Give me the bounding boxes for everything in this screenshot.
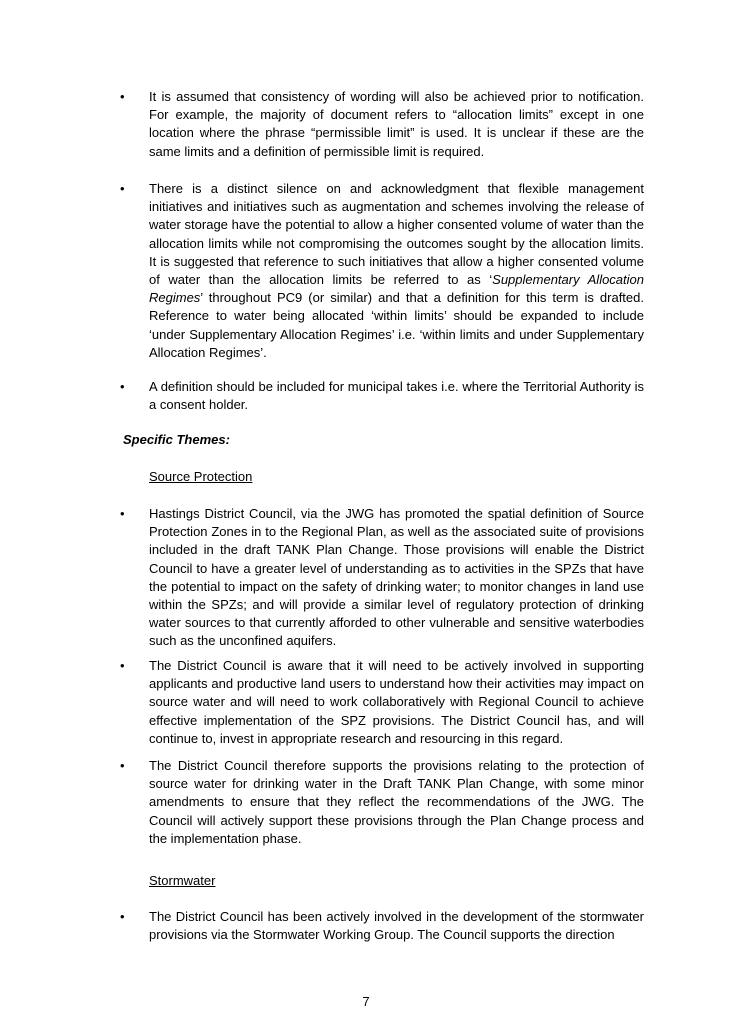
bullet-item xyxy=(120,657,644,748)
stormwater-heading: Stormwater xyxy=(149,873,216,888)
specific-themes-heading: Specific Themes: xyxy=(123,432,230,447)
paragraph-text: ’ throughout PC9 (or similar) and that a definition for this term is drafted. Reference to water being allocated ‘within limits’ should be expanded to include ‘under Supplementary Allocation Regimes’ i.e. ‘within limits and under Supplementary Allocation Regimes’. xyxy=(149,290,644,360)
paragraph-text: There is a distinct silence on and acknowledgment that flexible management initiatives and initiatives such as augmentation and schemes involving the release of water storage have the potential to allow a higher consented volume of water than the allocation limits while not compromising the outcomes sought by the allocation limits. It is suggested that reference to such initiatives that allow a higher consented volume of water than the allocation limits be referred to as ‘ xyxy=(149,181,644,288)
bullet-item xyxy=(120,505,644,651)
paragraph-consistency-wording: It is assumed that consistency of wording will also be achieved prior to notification. For example, the majority of document refers to “allocation limits” except in one location where the phrase “permissible limit” is used. It is unclear if these are the same limits and a definition of permissible limit is required. xyxy=(149,89,644,159)
italic-term: Supplementary Allocation Regimes xyxy=(149,272,644,306)
source-protection-heading: Source Protection xyxy=(149,469,253,484)
paragraph-council-supports: The District Council therefore supports the provisions relating to the protection of source water for drinking water in the Draft TANK Plan Change, with some minor amendments to ensure that they reflect the recommendations of the JWG. The Council will actively support these provisions through the Plan Change process and the implementation phase. xyxy=(149,758,644,846)
bullet-marker: • xyxy=(120,181,125,196)
bullet-item xyxy=(120,88,644,161)
bullet-marker: • xyxy=(120,909,125,924)
bullet-marker: • xyxy=(120,506,125,521)
bullet-item xyxy=(120,908,644,944)
bullet-marker: • xyxy=(120,758,125,773)
paragraph-municipal-takes: A definition should be included for municipal takes i.e. where the Territorial Authority is a consent holder. xyxy=(149,379,644,413)
bullet-item xyxy=(120,757,644,848)
paragraph-stormwater: The District Council has been actively involved in the development of the stormwater provisions via the Stormwater Working Group. The Council supports the direction xyxy=(149,909,644,943)
page-number: 7 xyxy=(362,994,370,1009)
paragraph-supplementary-allocation xyxy=(149,180,644,362)
bullet-item xyxy=(120,378,644,414)
paragraph-council-involvement: The District Council is aware that it will need to be actively involved in supporting applicants and productive land users to understand how their activities may impact on source water and will need to work collaboratively with Regional Council to achieve effective implementation of the SPZ provisions. The District Council has, and will continue to, invest in appropriate research and resourcing in this regard. xyxy=(149,658,644,746)
paragraph-spz-definition: Hastings District Council, via the JWG has promoted the spatial definition of Source Protection Zones in to the Regional Plan, as well as the associated suite of provisions included in the draft TANK Plan Change. Those provisions will enable the District Council to have a greater level of understanding as to activities in the SPZs that have the potential to impact on the safety of drinking water; to monitor changes in land use within the SPZs; and will provide a similar level of regulatory protection of drinking water sources to that currently afforded to other vulnerable and sensitive waterbodies such as the unconfined aquifers. xyxy=(149,506,644,649)
bullet-marker: • xyxy=(120,658,125,673)
bullet-item xyxy=(120,180,644,362)
bullet-marker: • xyxy=(120,379,125,394)
bullet-marker: • xyxy=(120,89,125,104)
